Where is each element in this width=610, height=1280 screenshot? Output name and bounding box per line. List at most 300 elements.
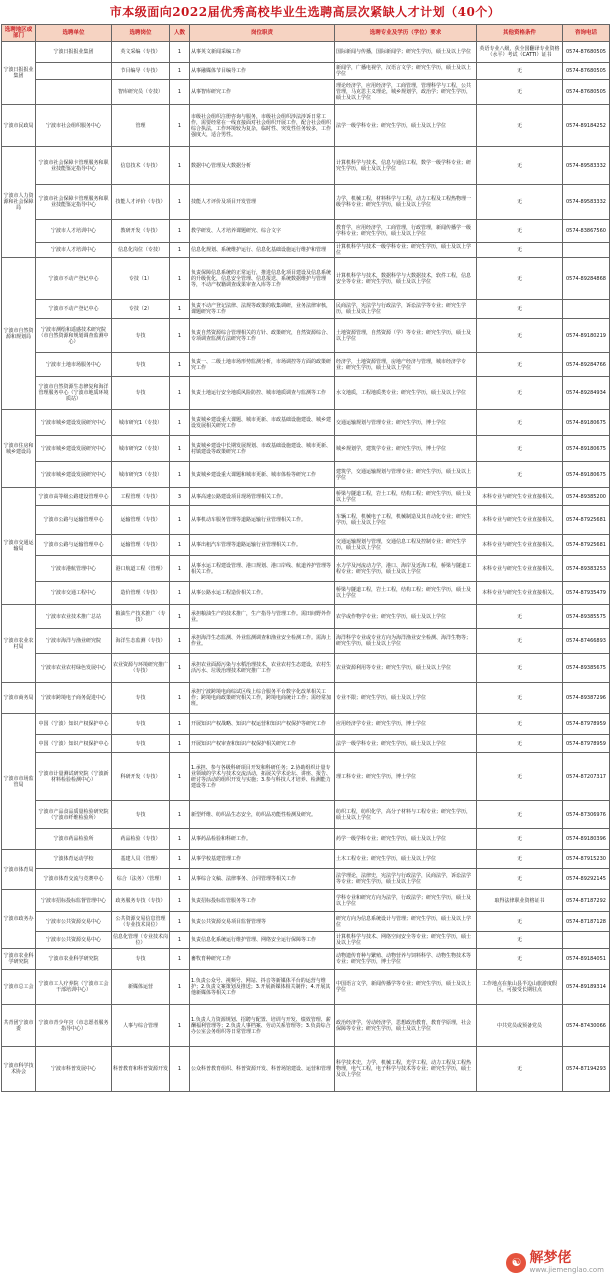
phone-cell: 0574-87430066 — [563, 1005, 610, 1047]
unit-cell: 宁波市跨境电子商务促进中心 — [36, 683, 112, 714]
requirement-cell: 水力学及河流动力学，港口、海岸及近海工程，桥梁与隧道工程专业；研究生学历，硕士及以上学位 — [335, 556, 477, 582]
table-row — [2, 829, 610, 850]
count-cell: 1 — [170, 353, 190, 377]
duty-cell: 开展知识产权审查和知识产权保护相关研究工作 — [190, 735, 335, 753]
count-cell: 1 — [170, 1005, 190, 1047]
phone-cell: 0574-87680505 — [563, 63, 610, 80]
count-cell: 1 — [170, 890, 190, 912]
post-cell: 信息化岗位（专技） — [112, 243, 170, 258]
count-cell: 1 — [170, 735, 190, 753]
post-cell: 节目编导（专技） — [112, 63, 170, 80]
post-cell: 政务服务专技（专技） — [112, 890, 170, 912]
column-header: 人数 — [170, 25, 190, 42]
condition-cell: 无 — [477, 300, 563, 319]
phone-cell: 0574-89385675 — [563, 654, 610, 683]
table-row — [2, 556, 610, 582]
condition-cell: 无 — [477, 829, 563, 850]
department-cell: 宁波市体育局 — [2, 850, 36, 890]
condition-cell: 无 — [477, 353, 563, 377]
table-row — [2, 629, 610, 654]
post-cell: 综合（法务）（管理） — [112, 869, 170, 890]
table-row — [2, 932, 610, 949]
phone-cell: 0574-89583332 — [563, 185, 610, 220]
table-header-row — [2, 25, 610, 42]
table-row — [2, 410, 610, 436]
count-cell: 1 — [170, 535, 190, 556]
count-cell: 1 — [170, 80, 190, 105]
unit-cell: 宁波市自然资源生态修复和海洋管理服务中心（宁波市地质环境质站） — [36, 377, 112, 410]
watermark — [506, 1251, 604, 1274]
unit-cell: 宁波市公共资源交易中心 — [36, 932, 112, 949]
condition-cell: 无 — [477, 932, 563, 949]
condition-cell: 无 — [477, 220, 563, 243]
count-cell: 1 — [170, 829, 190, 850]
unit-cell: 宁波市产品食品质量检验研究院（宁波市纤维检验所） — [36, 801, 112, 829]
table-row — [2, 300, 610, 319]
duty-cell: 从事高速公路建设项目现场管理相关工作。 — [190, 488, 335, 506]
post-cell: 技能人才评价（专技） — [112, 185, 170, 220]
unit-cell: 宁波市农业科学研究院 — [36, 949, 112, 970]
unit-cell: 宁波市不动产登记中心 — [36, 300, 112, 319]
unit-cell — [36, 63, 112, 80]
count-cell: 3 — [170, 488, 190, 506]
phone-cell: 0574-89292145 — [563, 869, 610, 890]
duty-cell: 新型纤维、纺织品生态安全，纺织品功能性检测及研究。 — [190, 801, 335, 829]
duty-cell: 负责保障信息系统的正常运行，推进信息化项目建设及信息系统的升级优化，信息安全管理、信息报送、系统数据维护与管理等，不动产权籍调查成果审查入库等工作 — [190, 258, 335, 300]
condition-cell: 中共党员或预备党员 — [477, 1005, 563, 1047]
duty-cell: 负责公共资源交易项目监督管理等 — [190, 912, 335, 932]
phone-cell: 0574-89284934 — [563, 377, 610, 410]
count-cell: 1 — [170, 869, 190, 890]
department-cell: 宁波市住房和城乡建设局 — [2, 410, 36, 488]
unit-cell: 宁波市社会组织服务中心 — [36, 105, 112, 147]
requirement-cell: 桥梁与隧道工程，岩土工程，结构工程；研究生学历，硕士及以上学位 — [335, 582, 477, 605]
post-cell: 农业资源与环境研究推广（专技） — [112, 654, 170, 683]
requirement-cell: 建筑学，交通运输规划与管理专业；研究生学历，硕士及以上学位 — [335, 462, 477, 488]
duty-cell: 市级社会组织注册咨询与服务，市级社会组织涉法涉诉日常工作，需要经常在一线直接面对社会组织开展工作，配合社会组织综合执法，工作环境较为复杂，临时性、突发性任务较多，工作强度大，适合男性。 — [190, 105, 335, 147]
table-row — [2, 753, 610, 801]
requirement-cell: 国际新闻与传播，国际新闻学；研究生学历，硕士及以上学位 — [335, 42, 477, 63]
post-cell: 管理 — [112, 105, 170, 147]
duty-cell: 数据中心管理及大数据分析 — [190, 147, 335, 185]
column-header: 岗位职责 — [190, 25, 335, 42]
table-row — [2, 949, 610, 970]
post-cell: 信息化管理（专业技术岗位） — [112, 932, 170, 949]
count-cell: 1 — [170, 63, 190, 80]
post-cell: 专技 — [112, 801, 170, 829]
duty-cell: 公众科普教育组织、科普资源开发、科普场馆建设、运营和管理 — [190, 1047, 335, 1092]
duty-cell: 从事学校基建管理工作 — [190, 850, 335, 869]
unit-cell: 宁波市城乡建设发展研究中心 — [36, 410, 112, 436]
condition-cell: 无 — [477, 949, 563, 970]
table-row — [2, 353, 610, 377]
duty-cell: 从事出租汽车管理等道路运输行业管理相关工作。 — [190, 535, 335, 556]
requirement-cell: 动物遗传育种与繁殖、动物营养与饲料科学、动物生物技术等专业；研究生学历，博士学位 — [335, 949, 477, 970]
duty-cell: 从事水运工程建设管理、港口规划、港口岸线、航道养护管理等相关工作。 — [190, 556, 335, 582]
duty-cell: 负责不动产登记法律、法规等政策的收集调研，业务法律审核，课题研究等工作 — [190, 300, 335, 319]
table-row — [2, 683, 610, 714]
phone-cell: 0574-89180675 — [563, 436, 610, 462]
post-cell: 城市研究2（专技） — [112, 436, 170, 462]
phone-cell: 0574-89383253 — [563, 556, 610, 582]
requirement-cell: 应用经济学专业；研究生学历，博士学位 — [335, 714, 477, 735]
requirement-cell: 学科专业和研究方向为法学，行政法学；研究生学历，硕士及以上学位 — [335, 890, 477, 912]
requirement-cell: 民商法学，宪法学与行政法学，诉讼法学等专业；研究生学历，硕士及以上学位 — [335, 300, 477, 319]
count-cell: 1 — [170, 258, 190, 300]
condition-cell: 无 — [477, 912, 563, 932]
unit-cell: 中国（宁波）知识产权保护中心 — [36, 714, 112, 735]
unit-cell: 宁波市招标投标监督管理中心 — [36, 890, 112, 912]
condition-cell: 无 — [477, 63, 563, 80]
count-cell: 1 — [170, 319, 190, 353]
phone-cell: 0574-87207317 — [563, 753, 610, 801]
count-cell: 1 — [170, 556, 190, 582]
condition-cell: 本科专业与研究生专业直接相关。 — [477, 535, 563, 556]
requirement-cell: 土木工程专业；研究生学历，硕士及以上学位 — [335, 850, 477, 869]
unit-cell: 宁波市社会保障卡管理服务和职业技能鉴定指导中心 — [36, 147, 112, 185]
phone-cell: 0574-89180675 — [563, 462, 610, 488]
duty-cell: 1.负责公众号、视频号、网站、抖音等新媒体平台的运营与维护；2.负责文案策划及推送；3.开展新媒体相关制作；4.开展其他新媒体等相关工作 — [190, 970, 335, 1005]
department-cell: 宁波市民政局 — [2, 105, 36, 147]
requirement-cell: 海洋科学专业或专业方向为海洋渔业安全检测、海洋生物等；研究生学历，硕士及以上学位 — [335, 629, 477, 654]
post-cell: 专技 — [112, 377, 170, 410]
duty-cell: 从事药品检验和科研工作。 — [190, 829, 335, 850]
condition-cell: 无 — [477, 410, 563, 436]
department-cell: 宁波市科学技术协会 — [2, 1047, 36, 1092]
condition-cell: 取得法律职业资格证书 — [477, 890, 563, 912]
requirement-cell: 药学一级学科专业；研究生学历，硕士及以上学位 — [335, 829, 477, 850]
requirement-cell: 计算机科学与技术，数据科学与大数据技术，软件工程，信息安全等专业；研究生学历，硕士及以上学位 — [335, 258, 477, 300]
department-cell: 宁波日报报业集团 — [2, 42, 36, 105]
phone-cell: 0574-87187292 — [563, 890, 610, 912]
phone-cell: 0574-89184051 — [563, 949, 610, 970]
phone-cell: 0574-87306976 — [563, 801, 610, 829]
condition-cell: 无 — [477, 801, 563, 829]
post-cell: 智库研究员（专技） — [112, 80, 170, 105]
table-row — [2, 801, 610, 829]
watermark-name: 解梦佬 — [529, 1250, 572, 1266]
condition-cell: 无 — [477, 258, 563, 300]
duty-cell: 负责城乡建设中长期发展规划、市政基础设施建设、城市更新、村镇建设等政策研究工作 — [190, 436, 335, 462]
condition-cell: 无 — [477, 654, 563, 683]
condition-cell: 无 — [477, 185, 563, 220]
phone-cell: 0574-89385200 — [563, 488, 610, 506]
condition-cell: 无 — [477, 377, 563, 410]
table-row — [2, 42, 610, 63]
department-cell: 宁波市人力资源和社会保障局 — [2, 147, 36, 258]
table-row — [2, 436, 610, 462]
duty-cell: 技能人才评价及项目开发管理 — [190, 185, 335, 220]
requirement-cell: 法学一级学科专业；研究生学历，硕士及以上学位 — [335, 105, 477, 147]
unit-cell: 宁波市青少年宫（市志愿者服务指导中心） — [36, 1005, 112, 1047]
phone-cell: 0574-87680505 — [563, 80, 610, 105]
post-cell: 科研开发（专技） — [112, 753, 170, 801]
phone-cell: 0574-89387296 — [563, 683, 610, 714]
table-row — [2, 970, 610, 1005]
requirement-cell: 经济学，土地资源管理，房地产经济与管理，城市经济学专业；研究生学历，硕士及以上学位 — [335, 353, 477, 377]
phone-cell: 0574-87978959 — [563, 714, 610, 735]
phone-cell: 0574-89284766 — [563, 353, 610, 377]
department-cell: 宁波市总工会 — [2, 970, 36, 1005]
phone-cell: 0574-87925681 — [563, 535, 610, 556]
table-row — [2, 105, 610, 147]
duty-cell: 开展知识产权战略、知识产权运营和知识产权保护等研究工作 — [190, 714, 335, 735]
table-row — [2, 506, 610, 535]
post-cell: 专技 — [112, 949, 170, 970]
requirement-cell: 理论经济学，应用经济学，工商管理，管理科学与工程，公共管理，马克思主义理论，城乡规划学，政治学；研究生学历，硕士及以上学位 — [335, 80, 477, 105]
condition-cell: 本科专业与研究生专业直接相关。 — [477, 556, 563, 582]
department-cell: 宁波市农业农村局 — [2, 605, 36, 683]
column-header: 其他资格条件 — [477, 25, 563, 42]
table-row — [2, 869, 610, 890]
duty-cell: 负责城乡建设重大课题、城市更新、市政基础设施建设、城乡建设发展相关研究工作 — [190, 410, 335, 436]
duty-cell: 1.负责人力资源规划、招聘与配置、培训与开发、绩效管理、薪酬福利管理等；2.负责人事档案、劳动关系管理等；3.负责综合办公室会务组织等日常管理工作 — [190, 1005, 335, 1047]
count-cell: 1 — [170, 801, 190, 829]
count-cell: 1 — [170, 462, 190, 488]
duty-cell: 从事智库研究工作 — [190, 80, 335, 105]
duty-cell: 从事综合文稿、法律事务、合同管理等相关工作 — [190, 869, 335, 890]
unit-cell: 宁波市高等级公路建设管理中心 — [36, 488, 112, 506]
unit-cell: 宁波市港航管理中心 — [36, 556, 112, 582]
count-cell: 1 — [170, 243, 190, 258]
table-row — [2, 220, 610, 243]
count-cell: 1 — [170, 300, 190, 319]
condition-cell: 本科专业与研究生专业直接相关。 — [477, 488, 563, 506]
duty-cell: 负责城乡建设重大课题和城市更新、城市体检等研究工作 — [190, 462, 335, 488]
duty-cell: 承担粮油生产的技术推广，生产指导与管理工作。需田间野外作业。 — [190, 605, 335, 629]
post-cell: 工程管理（专技） — [112, 488, 170, 506]
requirement-cell: 纺织工程，纺织化学，高分子材料与工程专业；研究生学历，硕士及以上学位 — [335, 801, 477, 829]
requirement-cell: 交通运输规划与管理，交通信息工程及控制专业；研究生学历，硕士及以上学位 — [335, 535, 477, 556]
condition-cell: 无 — [477, 869, 563, 890]
post-cell: 专技 — [112, 683, 170, 714]
condition-cell: 无 — [477, 319, 563, 353]
condition-cell: 工作地点在象山县半边山旅游度假区，可接受长期驻点 — [477, 970, 563, 1005]
table-row — [2, 1005, 610, 1047]
table-row — [2, 850, 610, 869]
table-row — [2, 243, 610, 258]
count-cell: 1 — [170, 683, 190, 714]
count-cell: 1 — [170, 654, 190, 683]
duty-cell: 负责一、二级土地市场形势监测分析，市场调控等方面的政策研究工作 — [190, 353, 335, 377]
table-row — [2, 377, 610, 410]
requirement-cell: 农学或作物学专业；研究生学历，硕士及以上学位 — [335, 605, 477, 629]
count-cell: 1 — [170, 377, 190, 410]
count-cell: 1 — [170, 582, 190, 605]
count-cell: 1 — [170, 42, 190, 63]
requirement-cell: 法学理论，法律史，宪法学与行政法学，民商法学，诉讼法学等专业；研究生学历，硕士及以上学位 — [335, 869, 477, 890]
unit-cell: 中国（宁波）知识产权保护中心 — [36, 735, 112, 753]
post-cell: 港口航道工程（管理） — [112, 556, 170, 582]
table-row — [2, 582, 610, 605]
unit-cell: 宁波市农业技术推广总站 — [36, 605, 112, 629]
unit-cell: 宁波市海洋与渔业研究院 — [36, 629, 112, 654]
requirement-cell: 车辆工程，机械电子工程，机械制造及其自动化专业；研究生学历，硕士及以上学位 — [335, 506, 477, 535]
count-cell: 1 — [170, 932, 190, 949]
requirement-cell: 科学技术史，力学，机械工程，光学工程，动力工程及工程热物理，电气工程，电子科学与技术等专业；研究生学历，硕士及以上学位 — [335, 1047, 477, 1092]
phone-cell: 0574-89180396 — [563, 829, 610, 850]
condition-cell: 无 — [477, 1047, 563, 1092]
duty-cell: 承担海洋生态监测、外业监测调查和渔业安全检测工作。需海上作业。 — [190, 629, 335, 654]
duty-cell: 信息化规划、系统维护运行、信息化基础设施运行维护和管理 — [190, 243, 335, 258]
phone-cell: 0574-87187128 — [563, 912, 610, 932]
column-header: 选聘单位 — [36, 25, 112, 42]
condition-cell: 无 — [477, 243, 563, 258]
post-cell: 造价管理（专技） — [112, 582, 170, 605]
post-cell: 粮油生产技术推广（专技） — [112, 605, 170, 629]
unit-cell: 宁波市公路与运输管理中心 — [36, 506, 112, 535]
count-cell: 1 — [170, 714, 190, 735]
condition-cell: 无 — [477, 850, 563, 869]
requirement-cell: 力学，机械工程，材料科学与工程，动力工程及工程热物理一级学科专业；研究生学历，硕士及以上学位 — [335, 185, 477, 220]
duty-cell: 承担宁波跨境电商综试区线上综合服务平台数字化改革相关工作；跨境电商政策研究相关工作，跨境电商统计工作；需经常加班。 — [190, 683, 335, 714]
requirement-cell: 城乡规划学，建筑学专业；研究生学历，博士学位 — [335, 436, 477, 462]
phone-cell — [563, 932, 610, 949]
phone-cell — [563, 300, 610, 319]
phone-cell: 0574-89180675 — [563, 410, 610, 436]
requirement-cell: 理工科专业；研究生学历，博士学位 — [335, 753, 477, 801]
table-row — [2, 258, 610, 300]
post-cell: 运输管理（专技） — [112, 535, 170, 556]
condition-cell: 本科专业与研究生专业直接相关。 — [477, 582, 563, 605]
count-cell: 1 — [170, 970, 190, 1005]
post-cell: 专技 — [112, 714, 170, 735]
unit-cell: 宁波体育运动学校 — [36, 850, 112, 869]
requirement-cell: 土地资源管理，自然资源（学）等专业；研究生学历，硕士及以上学位 — [335, 319, 477, 353]
requirement-cell: 农业资源利用等专业；研究生学历，硕士及以上学位 — [335, 654, 477, 683]
requirement-cell: 研究方向为信息系统设计与管理；研究生学历，硕士及以上学位 — [335, 912, 477, 932]
phone-cell: 0574-87915230 — [563, 850, 610, 869]
table-row — [2, 654, 610, 683]
unit-cell: 宁波市公路与运输管理中心 — [36, 535, 112, 556]
requirement-cell: 交通运输规划与管理专业；研究生学历，博士学位 — [335, 410, 477, 436]
requirement-cell: 水文地质，工程地质类专业；研究生学历，硕士及以上学位 — [335, 377, 477, 410]
unit-cell: 宁波市测绘和遥感技术研究院（市自然资源和规划调查监测中心） — [36, 319, 112, 353]
requirement-cell: 教育学，应用经济学，工商管理，行政管理，新闻传播学一级学科专业；研究生学历，硕士及以上学位 — [335, 220, 477, 243]
condition-cell: 无 — [477, 80, 563, 105]
table-row — [2, 319, 610, 353]
phone-cell: 0574-87925681 — [563, 506, 610, 535]
table-row — [2, 912, 610, 932]
post-cell: 专技 — [112, 353, 170, 377]
recruitment-table — [1, 24, 610, 1092]
phone-cell: 0574-89189314 — [563, 970, 610, 1005]
post-cell: 新媒体运营 — [112, 970, 170, 1005]
post-cell: 城市研究3（专技） — [112, 462, 170, 488]
unit-cell: 宁波日报报业集团 — [36, 42, 112, 63]
condition-cell: 无 — [477, 105, 563, 147]
condition-cell: 无 — [477, 462, 563, 488]
phone-cell: 0574-87466893 — [563, 629, 610, 654]
duty-cell: 负责招标投标监管服务等工作 — [190, 890, 335, 912]
column-header: 选聘专业及学历（学位）要求 — [335, 25, 477, 42]
column-header: 咨询电话 — [563, 25, 610, 42]
requirement-cell: 法学一级学科专业；研究生学历，硕士及以上学位 — [335, 735, 477, 753]
requirement-cell: 中国语言文学，新闻传播学等专业；研究生学历，硕士及以上学位 — [335, 970, 477, 1005]
requirement-cell: 专业不限；研究生学历，硕士及以上学位 — [335, 683, 477, 714]
unit-cell: 宁波市计量测试研究院（宁波新材料检验检测中心） — [36, 753, 112, 801]
count-cell: 1 — [170, 105, 190, 147]
requirement-cell: 政治经济学，劳动经济学，思想政治教育，教育学原理，社会保障等专业；研究生学历，硕士及以上学位 — [335, 1005, 477, 1047]
count-cell: 1 — [170, 220, 190, 243]
unit-cell: 宁波市城乡建设发展研究中心 — [36, 436, 112, 462]
duty-cell: 畜牧育种研究工作 — [190, 949, 335, 970]
post-cell: 运输管理（专技） — [112, 506, 170, 535]
count-cell: 1 — [170, 185, 190, 220]
unit-cell: 宁波市公共资源交易中心 — [36, 912, 112, 932]
post-cell: 海洋生态监测（专技） — [112, 629, 170, 654]
duty-cell: 从事机动车服务管理等道路运输行业管理相关工作。 — [190, 506, 335, 535]
requirement-cell: 计算机科学与技术，信息与通信工程，数学一级学科专业；研究生学历，硕士及以上学位 — [335, 147, 477, 185]
post-cell: 科普教育和科普资源开发 — [112, 1047, 170, 1092]
unit-cell: 宁波市人才培训中心 — [36, 220, 112, 243]
department-cell: 宁波市交通运输局 — [2, 488, 36, 605]
phone-cell: 0574-87978959 — [563, 735, 610, 753]
table-row — [2, 80, 610, 105]
phone-cell: 0574-87680505 — [563, 42, 610, 63]
duty-cell: 从事融媒体节目编导工作 — [190, 63, 335, 80]
table-row — [2, 605, 610, 629]
unit-cell — [36, 80, 112, 105]
unit-cell: 宁波市交通工程中心 — [36, 582, 112, 605]
table-row — [2, 1047, 610, 1092]
post-cell: 城市研究1（专技） — [112, 410, 170, 436]
count-cell: 1 — [170, 629, 190, 654]
requirement-cell: 计算机科学与技术一级学科专业；研究生学历，硕士及以上学位 — [335, 243, 477, 258]
table-row — [2, 890, 610, 912]
phone-cell: 0574-89583332 — [563, 147, 610, 185]
watermark-url: www.jiemenglao.com — [529, 1266, 604, 1274]
count-cell: 1 — [170, 410, 190, 436]
count-cell: 1 — [170, 753, 190, 801]
duty-cell: 负责自然资源综合管理相关的方针、政策研究，自然资源综合、专项调查监测方法研究等工作 — [190, 319, 335, 353]
post-cell: 人事与综合管理 — [112, 1005, 170, 1047]
unit-cell: 宁波市社会保障卡管理服务和职业技能鉴定指导中心 — [36, 185, 112, 220]
count-cell: 1 — [170, 1047, 190, 1092]
post-cell: 英文采编（专技） — [112, 42, 170, 63]
department-cell: 宁波市政务办 — [2, 890, 36, 949]
condition-cell: 无 — [477, 753, 563, 801]
phone-cell: 0574-87935479 — [563, 582, 610, 605]
post-cell: 教研开发（专技） — [112, 220, 170, 243]
watermark-logo-icon: ☯ — [506, 1253, 526, 1273]
count-cell: 1 — [170, 605, 190, 629]
unit-cell: 宁波市城乡建设发展研究中心 — [36, 462, 112, 488]
table-row — [2, 535, 610, 556]
requirement-cell: 新闻学，广播电视学，汉语言文学；研究生学历，硕士及以上学位 — [335, 63, 477, 80]
post-cell: 专技（2） — [112, 300, 170, 319]
page-title: 市本级面向2022届优秀高校毕业生选聘高层次紧缺人才计划（40个） — [109, 5, 501, 19]
department-cell: 宁波市商务局 — [2, 683, 36, 714]
table-row — [2, 147, 610, 185]
column-header: 选聘地区或部门 — [2, 25, 36, 42]
phone-cell: 0574-89385575 — [563, 605, 610, 629]
unit-cell: 宁波市农业农村绿色发展中心 — [36, 654, 112, 683]
post-cell: 基建人员（管理） — [112, 850, 170, 869]
unit-cell: 宁波市人才培训中心 — [36, 243, 112, 258]
phone-cell: 0574-89184252 — [563, 105, 610, 147]
post-cell: 专技 — [112, 735, 170, 753]
condition-cell: 无 — [477, 436, 563, 462]
duty-cell: 1.承担、参与各级科研项目开发和科研任务；2.协助组织计量专业领域的学术与技术交流活动，拓展关学术论坛、讲座、报告、研讨等活动的组织开发与实施；3.参与科技人才培养、检测能力建设等工作 — [190, 753, 335, 801]
post-cell: 专技（1） — [112, 258, 170, 300]
count-cell: 1 — [170, 147, 190, 185]
condition-cell: 无 — [477, 147, 563, 185]
phone-cell: 0574-89180219 — [563, 319, 610, 353]
condition-cell: 无 — [477, 683, 563, 714]
phone-cell: 0574-87194293 — [563, 1047, 610, 1092]
unit-cell: 宁波市工人疗养院（宁波市工会干部培训中心） — [36, 970, 112, 1005]
